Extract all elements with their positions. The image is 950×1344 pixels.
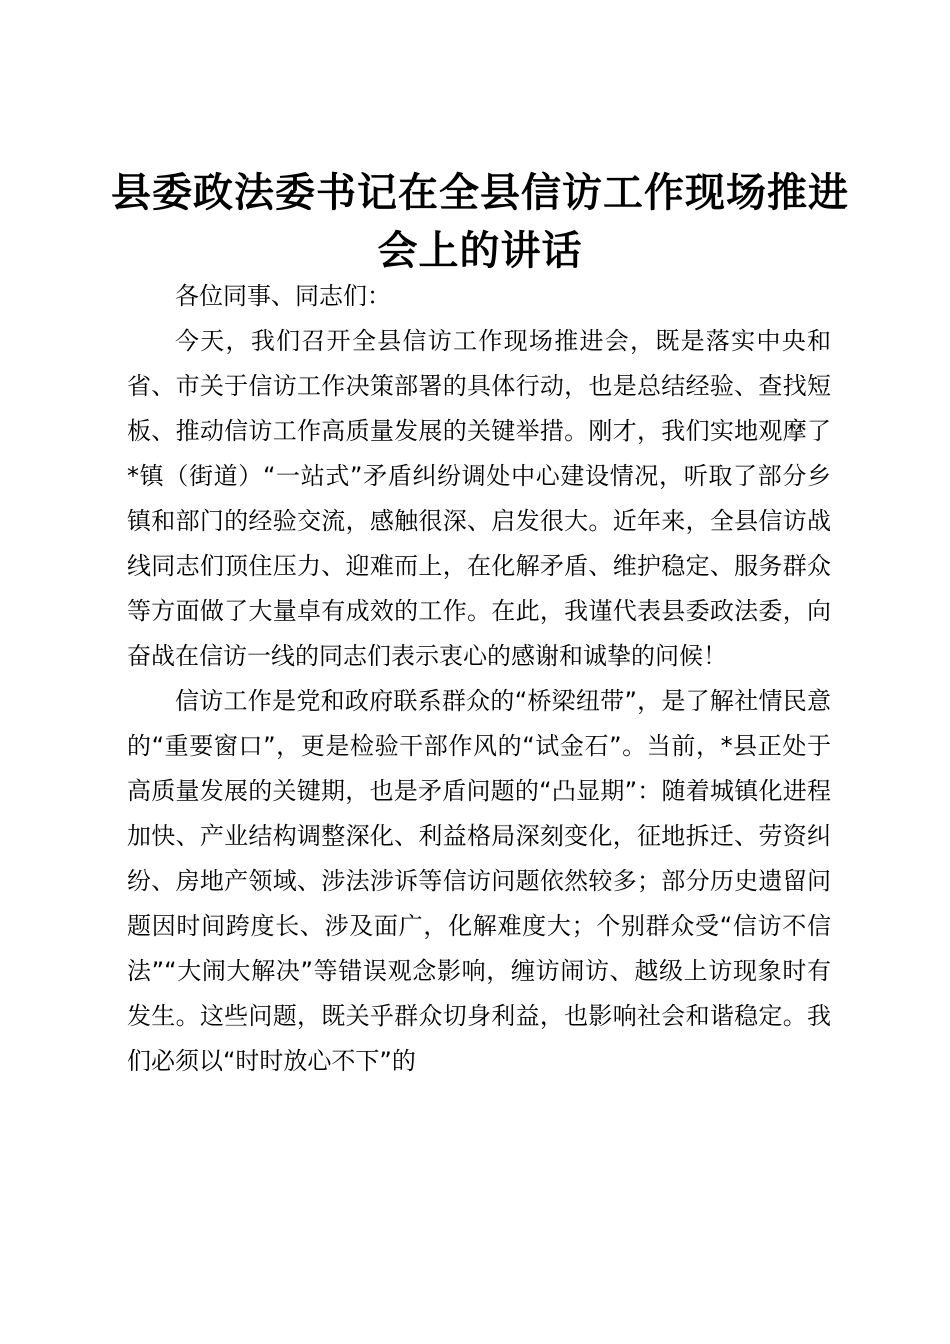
document-body [127,274,831,1084]
paragraph-opening: 今天，我们召开全县信访工作现场推进会，既是落实中央和省、市关于信访工作决策部署的具体行动，也是总结经验、查找短板、推动信访工作高质量发展的关键举措。刚才，我们实地观摩了*镇（街道）“一站式”矛盾纠纷调处中心建设情况，听取了部分乡镇和部门的经验交流，感触很深、启发很大。近年来，全县信访战线同志们顶住压力、迎难而上，在化解矛盾、维护稳定、服务群众等方面做了大量卓有成效的工作。在此，我谨代表县委政法委，向奋战在信访一线的同志们表示衷心的感谢和诚挚的问候！ [127,327,831,670]
document-title: 县委政法委书记在全县信访工作现场推进会上的讲话 [111,170,849,274]
paragraph-situation: 信访工作是党和政府联系群众的“桥梁纽带”，是了解社情民意的“重要窗口”，更是检验干部作风的“试金石”。当前，*县正处于高质量发展的关键期，也是矛盾问题的“凸显期”：随着城镇化进程加快、产业结构调整深化、利益格局深刻变化，征地拆迁、劳资纠纷、房地产领域、涉法涉诉等信访问题依然较多；部分历史遗留问题因时间跨度长、涉及面广，化解难度大；个别群众受“信访不信法”“大闹大解决”等错误观念影响，缠访闹访、越级上访现象时有发生。这些问题，既关乎群众切身利益，也影响社会和谐稳定。我们必须以“时时放心不下”的 [127,687,831,1075]
salutation: 各位同事、同志们： [175,282,391,310]
